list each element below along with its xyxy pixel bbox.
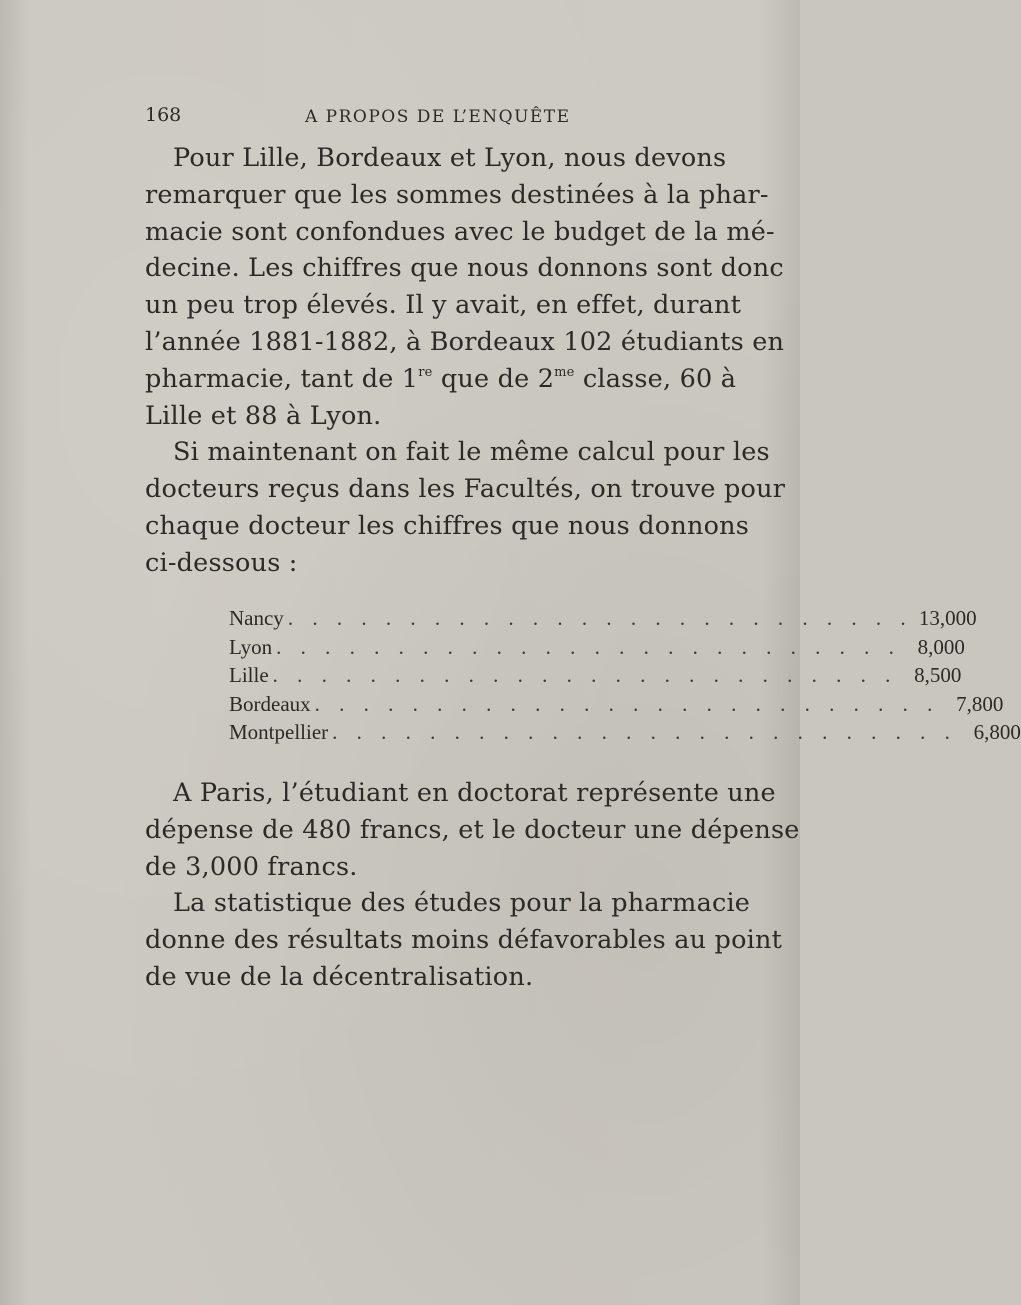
paragraph-line: de vue de la décentralisation. (145, 961, 534, 992)
cost-per-doctor-table (229, 604, 1021, 747)
paragraph-line: l’année 1881-1882, à Bordeaux 102 étudiants en (145, 326, 785, 357)
table-row (229, 718, 1021, 747)
cost-value: 8,000 (917, 634, 965, 659)
paragraph-line: de 3,000 francs. (145, 851, 358, 882)
paragraph-line: Si maintenant on fait le même calcul pour les (173, 437, 770, 468)
paragraph-line: remarquer que les sommes destinées à la phar- (145, 179, 769, 210)
paragraph-line: ci-dessous : (145, 547, 298, 578)
table-row (229, 661, 962, 690)
ordinal-superscript: me (554, 364, 575, 380)
paragraph-line: Lille et 88 à Lyon. (145, 400, 382, 431)
city-name: Lille (229, 663, 269, 687)
paragraph-line: La statistique des études pour la pharmacie (173, 888, 751, 919)
cost-value: 13,000 (918, 606, 977, 630)
city-name: Bordeaux (229, 691, 311, 716)
paragraph-line: A Paris, l’étudiant en doctorat représente une (173, 778, 776, 808)
text-fragment: que de 2 (432, 363, 555, 394)
cost-value: 6,800 (973, 720, 1021, 744)
body-text-upper (145, 140, 786, 582)
paragraph-line: chaque docteur les chiffres que nous donnons (145, 510, 750, 541)
paragraph-line: dépense de 480 francs, et le docteur une dépense (145, 814, 800, 845)
body-text-lower (145, 775, 800, 996)
paragraph-line: docteurs reçus dans les Facultés, on trouve pour (145, 474, 786, 505)
paragraph-line: un peu trop élevés. Il y avait, en effet, durant (145, 290, 742, 321)
city-name: Nancy (229, 606, 284, 630)
text-fragment: pharmacie, tant de 1 (145, 363, 419, 394)
leader-dots: . . . . . . . . . . . . . . . . . . . . . . . . . . (287, 606, 913, 630)
text-fragment: classe, 60 à (574, 363, 737, 394)
leader-dots: . . . . . . . . . . . . . . . . . . . . . . . . . . (276, 634, 901, 659)
city-name: Montpellier (229, 720, 329, 744)
leader-dots: . . . . . . . . . . . . . . . . . . . . . . . . . . (314, 691, 940, 716)
cost-value: 7,800 (956, 691, 1004, 716)
cost-value: 8,500 (914, 663, 962, 687)
paragraph-line: decine. Les chiffres que nous donnons sont donc (145, 253, 784, 284)
leader-dots: . . . . . . . . . . . . . . . . . . . . . . . . . . (272, 663, 898, 687)
city-name: Lyon (229, 634, 273, 659)
running-title: A PROPOS DE L’ENQUÊTE (305, 107, 571, 127)
table-row (229, 633, 965, 662)
paragraph-line: macie sont confondues avec le budget de la mé- (145, 216, 775, 247)
paragraph-line: Pour Lille, Bordeaux et Lyon, nous devons (173, 143, 727, 173)
page-number: 168 (145, 104, 182, 126)
table-row (229, 690, 1004, 719)
running-head (145, 104, 720, 130)
paragraph-line-with-ordinals (145, 361, 737, 398)
leader-dots: . . . . . . . . . . . . . . . . . . . . . . . . . . (332, 720, 957, 744)
table-row (229, 604, 977, 633)
ordinal-superscript: re (418, 364, 433, 380)
paragraph-line: donne des résultats moins défavorables au point (145, 925, 783, 956)
